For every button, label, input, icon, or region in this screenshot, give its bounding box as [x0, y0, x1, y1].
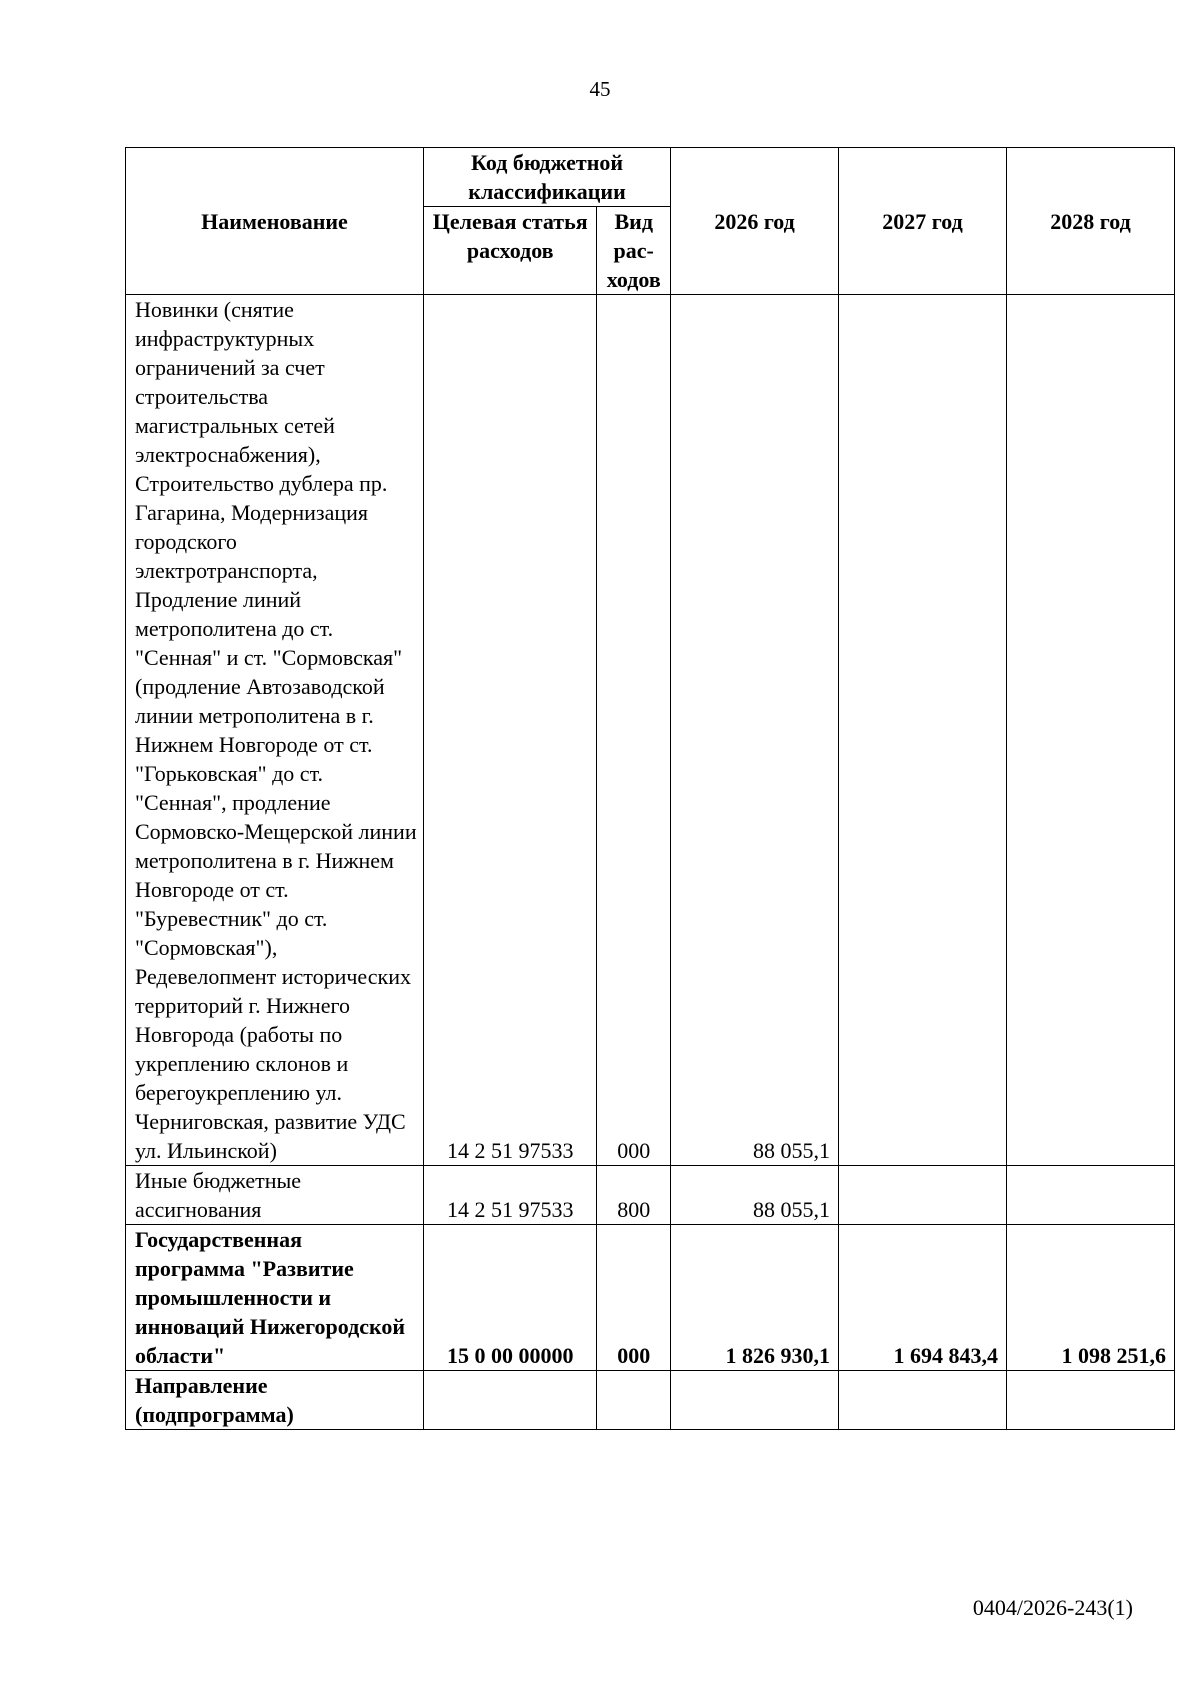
header-budget-code-group: Код бюджетной классификации: [424, 148, 671, 207]
row-amount-2026: [671, 1371, 839, 1430]
row-expense-type: 800: [597, 1166, 671, 1225]
row-name: Направление (подпрограмма): [126, 1371, 424, 1430]
row-amount-2028: [1007, 295, 1175, 1166]
header-2028: 2028 год: [1007, 148, 1175, 295]
row-name: Государственная программа "Развитие промышленности и инноваций Нижегородской области": [126, 1225, 424, 1371]
row-expense-type: [597, 1371, 671, 1430]
row-amount-2027: [839, 1166, 1007, 1225]
budget-table: [125, 147, 1175, 1430]
row-amount-2027: [839, 295, 1007, 1166]
row-expense-type: 000: [597, 295, 671, 1166]
document-code: 0404/2026-243(1): [972, 1595, 1133, 1620]
row-target-article: 14 2 51 97533: [424, 1166, 597, 1225]
header-expense-type: Вид рас-ходов: [597, 207, 671, 295]
row-target-article: 14 2 51 97533: [424, 295, 597, 1166]
row-target-article: 15 0 00 00000: [424, 1225, 597, 1371]
row-amount-2028: [1007, 1371, 1175, 1430]
table-row: [126, 1371, 1175, 1430]
row-amount-2027: 1 694 843,4: [839, 1225, 1007, 1371]
header-2027: 2027 год: [839, 148, 1007, 295]
row-amount-2028: 1 098 251,6: [1007, 1225, 1175, 1371]
row-amount-2027: [839, 1371, 1007, 1430]
row-amount-2026: 1 826 930,1: [671, 1225, 839, 1371]
row-name: Иные бюджетные ассигнования: [126, 1166, 424, 1225]
row-amount-2028: [1007, 1166, 1175, 1225]
table-row: [126, 295, 1175, 1166]
row-target-article: [424, 1371, 597, 1430]
header-target-article: Целевая статья расходов: [424, 207, 597, 295]
row-amount-2026: 88 055,1: [671, 295, 839, 1166]
table-row: [126, 1225, 1175, 1371]
table-row: [126, 1166, 1175, 1225]
row-expense-type: 000: [597, 1225, 671, 1371]
header-name: Наименование: [126, 148, 424, 295]
page-number: 45: [589, 77, 611, 101]
row-name: Новинки (снятие инфраструктурных ограничений за счет строительства магистральных сетей электроснабжения), Строительство дублера пр. Гагарина, Модернизация городского электротранспорта, Продление линий метрополитена до ст. "Сенная" и ст. "Сормовская" (продление Автозаводской линии метрополитена в г. Нижнем Новгороде от ст. "Горьковская" до ст. "Сенная", продление Сормовско-Мещерской линии метрополитена в г. Нижнем Новгороде от ст. "Буревестник" до ст. "Сормовская"), Редевелопмент исторических территорий г. Нижнего Новгорода (работы по укреплению склонов и берегоукреплению ул. Черниговская, развитие УДС ул. Ильинской): [126, 295, 424, 1166]
header-2026: 2026 год: [671, 148, 839, 295]
row-amount-2026: 88 055,1: [671, 1166, 839, 1225]
